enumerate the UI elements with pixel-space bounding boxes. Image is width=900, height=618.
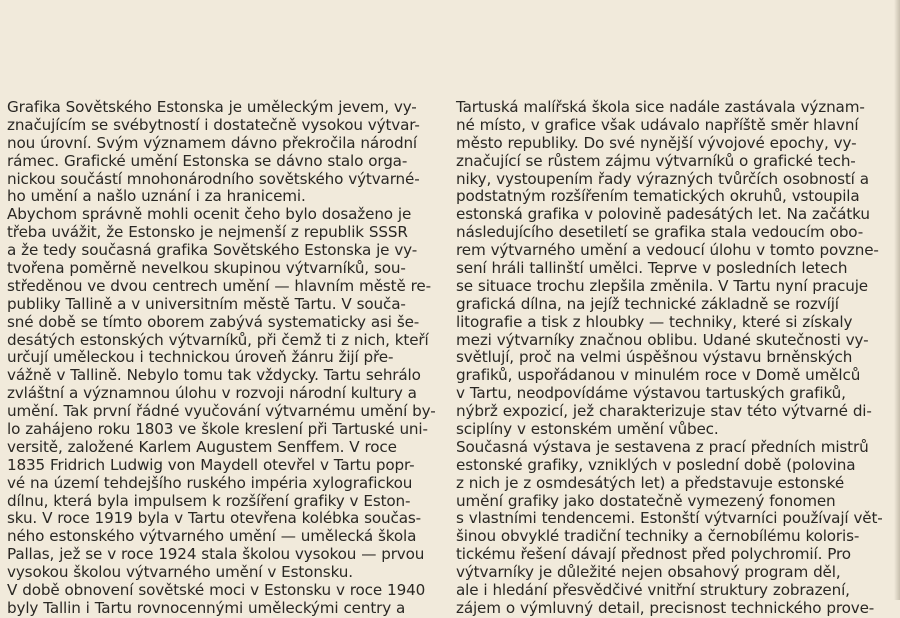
- text-line: s vlastními tendencemi. Estonští výtvarníci používají vět-: [456, 509, 883, 528]
- text-line: vé na území tehdejšího ruského impéria xylografickou: [7, 473, 413, 492]
- text-line: grafiků, uspořádanou v minulém roce v Domě umělců: [456, 366, 861, 385]
- text-line: rem výtvarného umění a vedoucí úlohu v tomto povzne-: [456, 241, 879, 260]
- text-line: ného estonského výtvarného umění — umělecká škola: [7, 527, 417, 546]
- text-line: značující se růstem zájmu výtvarníků o grafické tech-: [456, 151, 856, 170]
- text-line: né místo, v grafice však udávalo napříště směr hlavní: [456, 115, 859, 134]
- text-line: nickou součástí mnohonárodního sovětského výtvarné-: [7, 169, 420, 188]
- text-line: výtvarníky je důležité nejen obsahový program děl,: [456, 563, 841, 582]
- text-line: estonské grafiky, vzniklých v poslední době (polovina: [456, 455, 856, 474]
- right-text-column: [456, 98, 883, 618]
- text-line: byly Tallin i Tartu rovnocennými uměleckými centry a: [7, 598, 406, 617]
- text-line: V době obnovení sovětské moci v Estonsku v roce 1940: [7, 581, 426, 600]
- text-line: nýbrž expozicí, jež charakterizuje stav této výtvarné di-: [456, 402, 872, 421]
- text-line: ho umění a našlo uznání i za hranicemi.: [7, 187, 306, 206]
- text-line: desátých estonských výtvarníků, při čemž ti z nich, kteří: [7, 330, 429, 349]
- text-line: vysokou školou výtvarného umění v Estonsku.: [7, 563, 353, 582]
- text-line: mezi výtvarníky značnou oblibu. Udané skutečnosti vy-: [456, 330, 869, 349]
- text-line: niky, vystoupením řady výrazných tvůrčích osobností a: [456, 169, 869, 188]
- text-line: litografie a tisk z hloubky — techniky, které si získaly: [456, 312, 853, 331]
- text-line: tickému řešení dávají přednost před polychromií. Pro: [456, 545, 851, 564]
- text-line: zvláštní a významnou úlohu v rozvoji národní kultury a: [7, 384, 417, 403]
- text-line: lo zahájeno roku 1803 ve škole kreslení při Tartuské uni-: [7, 420, 428, 439]
- page-edge-shadow: [894, 0, 900, 600]
- left-text-column: [7, 98, 436, 618]
- text-line: versitě, založené Karlem Augustem Senffem. V roce: [7, 437, 397, 456]
- text-line: zájem o výmluvný detail, precisnost technického prove-: [456, 598, 875, 617]
- text-line: určují uměleckou i technickou úroveň žánru žijí pře-: [7, 348, 394, 367]
- text-line: Grafika Sovětského Estonska je uměleckým jevem, vy-: [7, 98, 417, 116]
- text-line: sné době se tímto oborem zabývá systematicky asi še-: [7, 312, 420, 331]
- text-line: z nich je z osmdesátých let) a představuje estonské: [456, 473, 845, 492]
- text-line: šinou obvyklé tradiční techniky a černobílému koloris-: [456, 527, 860, 546]
- text-line: následujícího desetiletí se grafika stala vedoucím obo-: [456, 223, 864, 242]
- text-line: Pallas, jež se v roce 1924 stala školou vysokou — prvou: [7, 545, 425, 564]
- text-line: Abychom správně mohli ocenit čeho bylo dosaženo je: [7, 205, 412, 224]
- text-line: středěnou ve dvou centrech umění — hlavním městě re-: [7, 276, 431, 295]
- text-line: podstatným rozšířením tematických okruhů, vstoupila: [456, 187, 860, 206]
- text-line: estonská grafika v polovině padesátých let. Na začátku: [456, 205, 870, 224]
- text-line: ale i hledání přesvědčivé vnitřní struktury zobrazení,: [456, 581, 850, 600]
- text-line: umění. Tak první řádné vyučování výtvarnému umění by-: [7, 402, 436, 421]
- text-line: nou úrovní. Svým významem dávno překročila národní: [7, 133, 417, 152]
- text-line: se situace trochu zlepšila změnila. V Tartu nyní pracuje: [456, 276, 868, 295]
- text-line: třeba uvážit, že Estonsko je nejmenší z republik SSSR: [7, 223, 408, 242]
- text-line: sku. V roce 1919 byla v Tartu otevřena kolébka součas-: [7, 509, 421, 528]
- text-line: sciplíny v estonském umění vůbec.: [456, 420, 719, 439]
- text-line: 1835 Fridrich Ludwig von Maydell otevřel v Tartu popr-: [7, 455, 415, 474]
- text-line: vážně v Tallině. Nebylo tomu tak vždycky. Tartu sehrálo: [7, 366, 421, 385]
- text-line: Tartuská malířská škola sice nadále zastávala význam-: [456, 98, 865, 116]
- text-line: město republiky. Do své nynější vývojové epochy, vy-: [456, 133, 857, 152]
- text-line: dílnu, která byla impulsem k rozšíření grafiky v Eston-: [7, 491, 411, 510]
- text-line: rámec. Grafické umění Estonska se dávno stalo orga-: [7, 151, 408, 170]
- text-line: publiky Tallině a v universitním městě Tartu. V souča-: [7, 294, 406, 313]
- text-line: Současná výstava je sestavena z prací předních mistrů: [456, 437, 869, 456]
- text-line: grafická dílna, na jejíž technické základně se rozvíjí: [456, 294, 839, 313]
- text-line: v Tartu, neodpovídáme výstavou tartuských grafiků,: [456, 384, 846, 403]
- text-line: tvořena poměrně nevelkou skupinou výtvarníků, sou-: [7, 259, 406, 278]
- text-line: značujícím se svébytností i dostatečně vysokou výtvar-: [7, 115, 420, 134]
- text-line: sení hráli tallinští umělci. Teprve v posledních letech: [456, 259, 848, 278]
- text-line: a že tedy současná grafika Sovětského Estonska je vy-: [7, 241, 418, 260]
- text-line: světlují, proč na velmi úspěšnou výstavu brněnských: [456, 348, 853, 367]
- text-line: umění grafiky jako dostatečně vymezený fonomen: [456, 491, 836, 510]
